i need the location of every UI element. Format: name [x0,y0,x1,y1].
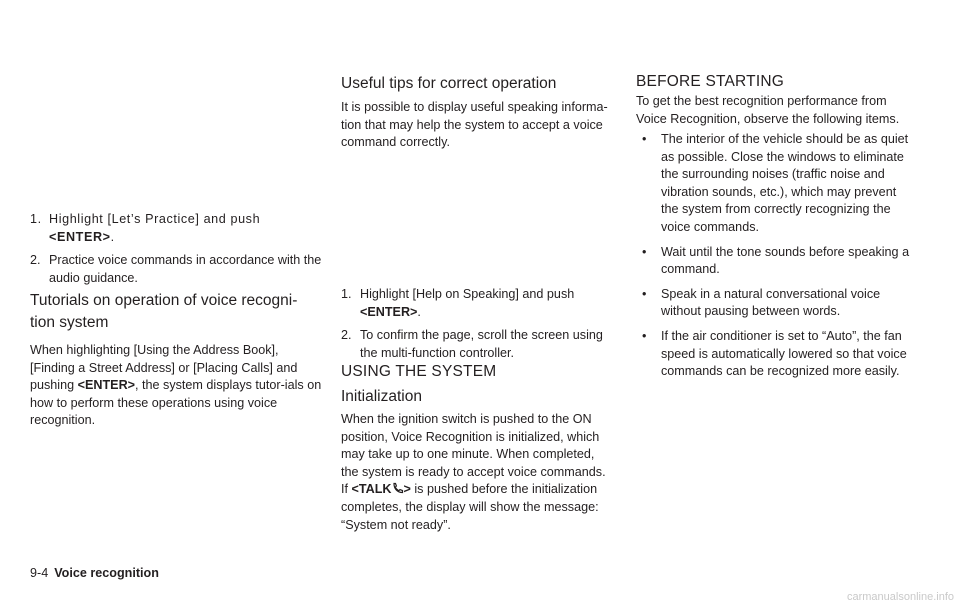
talk-icon [392,482,404,494]
list-item: 1. Highlight [Help on Speaking] and push <ENTER>. [341,287,575,319]
tips-heading: Useful tips for correct operation [341,75,557,92]
before-starting-heading: BEFORE STARTING [636,73,784,90]
list-item: 2. Practice voice commands in accordance with the audio guidance. [30,253,322,285]
tips-body: It is possible to display useful speaking informa-tion that may help the system to accept a voice command correctly. [341,100,608,150]
page-footer [30,566,159,580]
list-item: • The interior of the vehicle should be as quiet as possible. Close the windows to eliminate the surrounding noises (traffic noise and vibration sounds, etc.), which may prevent the system from correctly recognizing the voice commands. [642,132,909,234]
before-starting-intro: To get the best recognition performance from Voice Recognition, observe the following items. [636,94,900,126]
initialization-body: When the ignition switch is pushed to the ON position, Voice Recognition is initialized, which may take up to one minute. When completed, the system is ready to accept voice commands. If <TALK > is pushed before the initialization completes, the display will show the message: “System not ready”. [341,412,606,532]
help-steps [341,286,615,362]
using-system-heading: USING THE SYSTEM [341,363,497,380]
list-item: 2. To confirm the page, scroll the screen using the multi-function controller. [341,328,603,360]
section-title: Voice recognition [54,566,159,580]
initialization-heading: Initialization [341,388,422,405]
list-item: • Speak in a natural conversational voice without pausing between words. [642,286,881,319]
tutorials-body: When highlighting [Using the Address Book], [Finding a Street Address] or [Placing Calls] and pushing <ENTER>, the system displays tutor-ials on how to perform these operations using voice recognition. [30,343,322,428]
list-item: • Wait until the tone sounds before speaking a command. [642,244,910,277]
tutorials-heading: Tutorials on operation of voice recogni-tion system [30,292,298,331]
list-item: • If the air conditioner is set to “Auto”, the fan speed is automatically lowered so that voice commands can be recognized more easily. [642,328,907,379]
tips-bullet-list [642,131,912,381]
practice-steps [30,211,322,287]
page-number: 9-4 [30,566,49,580]
list-item: 1. Highlight [Let’s Practice] and push <ENTER>. [30,212,261,244]
watermark: carmanualsonline.info [846,591,954,603]
